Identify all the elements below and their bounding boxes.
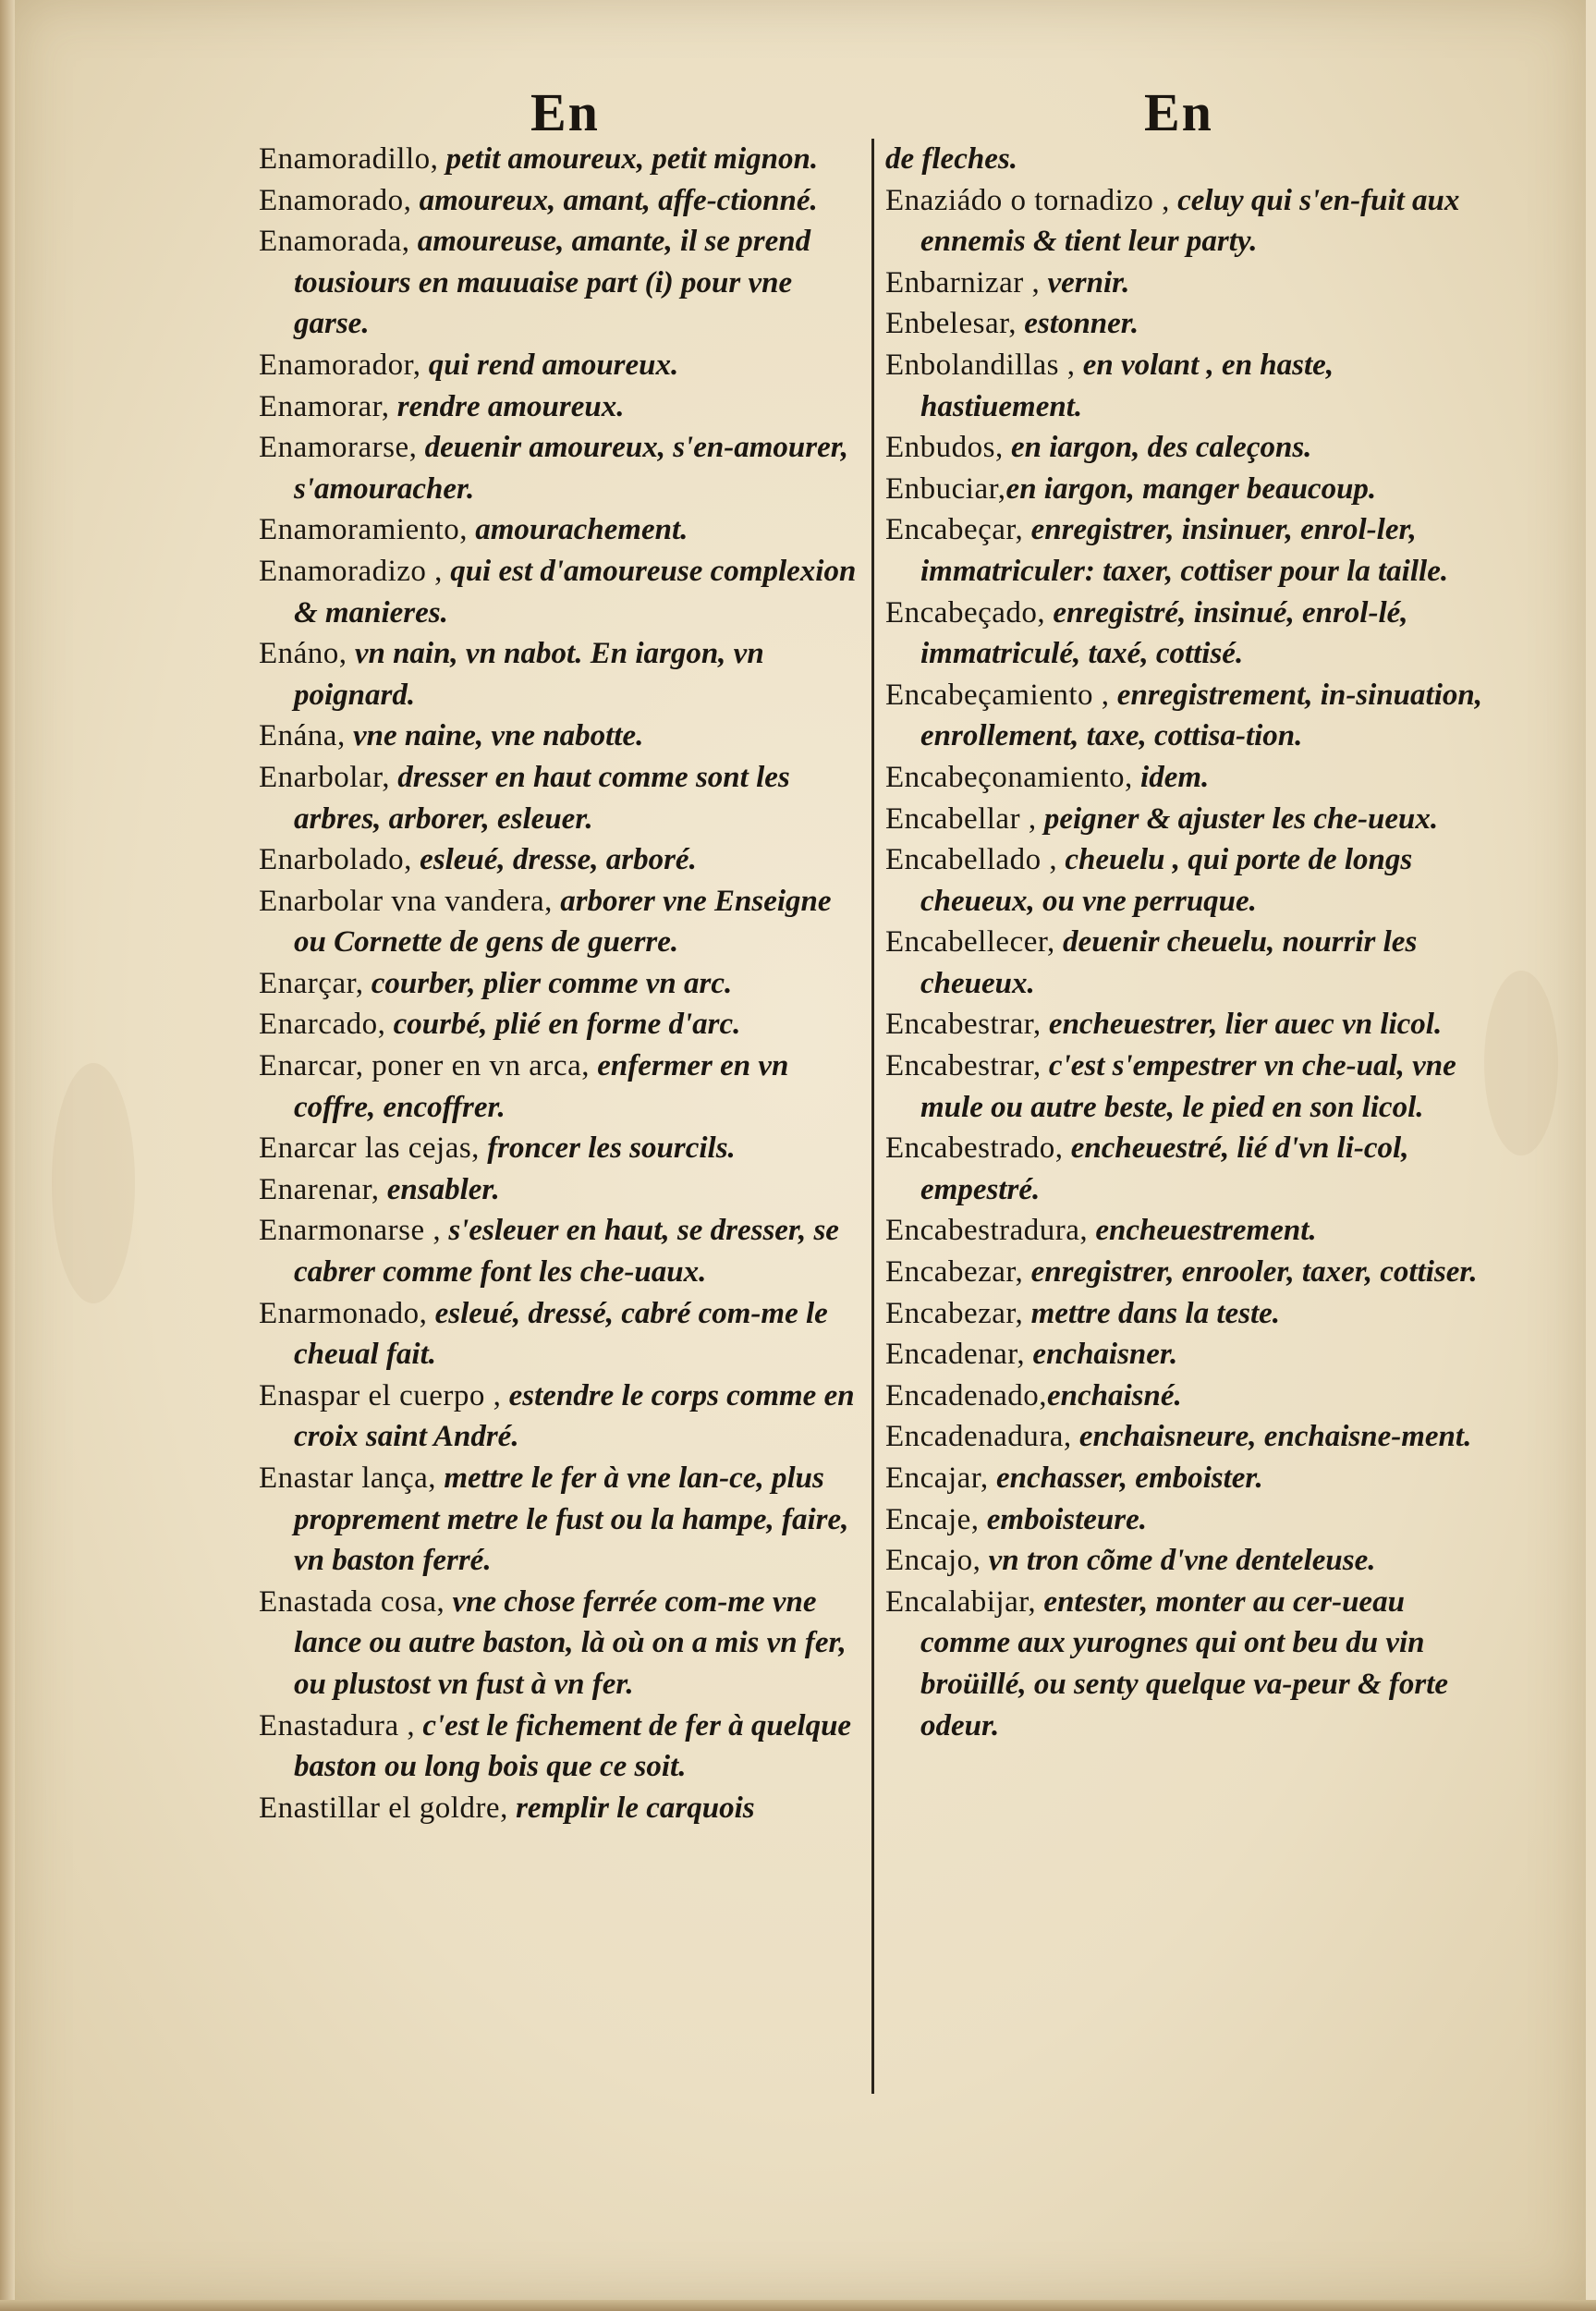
entry-headword: Encabellado , bbox=[885, 843, 1058, 877]
entry-headword: Enarcar, poner en vn arca, bbox=[259, 1049, 590, 1083]
entry-definition: peigner & ajuster les che-ueux. bbox=[1036, 801, 1439, 836]
entry-definition: enchaisneure, enchaisne-ment. bbox=[1071, 1420, 1472, 1454]
entry-headword: Enamorador, bbox=[259, 348, 421, 382]
dictionary-entry bbox=[259, 1128, 859, 1169]
dictionary-entry bbox=[259, 757, 859, 839]
entry-headword: Enarmonado, bbox=[259, 1296, 428, 1330]
entry-headword: Enaspar el cuerpo , bbox=[259, 1378, 502, 1412]
running-head-right: En bbox=[1144, 82, 1213, 142]
dictionary-entry bbox=[885, 1004, 1488, 1045]
entry-headword: Enarbolar, bbox=[259, 760, 391, 794]
entry-definition: encheuestré, lié d'vn li-col, empestré. bbox=[920, 1131, 1409, 1206]
dictionary-entry bbox=[885, 799, 1488, 840]
dictionary-entry bbox=[885, 757, 1488, 799]
entry-definition: en volant , en haste, hastiuement. bbox=[920, 348, 1334, 423]
dictionary-entry bbox=[259, 1169, 859, 1211]
entry-headword: Enbuciar, bbox=[885, 471, 1006, 506]
dictionary-entry bbox=[259, 963, 859, 1005]
entry-definition: estendre le corps comme en croix saint André. bbox=[294, 1378, 855, 1454]
entry-headword: Encabellecer, bbox=[885, 925, 1055, 960]
entry-definition: esleué, dressé, cabré com-me le cheual fait. bbox=[294, 1296, 828, 1372]
entry-headword: Encabestrado, bbox=[885, 1131, 1064, 1166]
entry-headword: Encabezar, bbox=[885, 1296, 1024, 1330]
entry-headword: Encalabijar, bbox=[885, 1584, 1037, 1619]
dictionary-entry bbox=[885, 263, 1488, 304]
dictionary-entry bbox=[259, 1376, 859, 1458]
entry-definition: vne naine, vne nabotte. bbox=[345, 719, 644, 753]
dictionary-entry bbox=[885, 1416, 1488, 1458]
entry-headword: Enarenar, bbox=[259, 1172, 380, 1206]
entry-definition: deuenir amoureux, s'en-amourer, s'amouracher. bbox=[294, 431, 849, 506]
dictionary-entry bbox=[259, 386, 859, 428]
dictionary-entry bbox=[885, 1045, 1488, 1128]
dictionary-entry bbox=[259, 715, 859, 757]
entry-definition: enregistrer, insinuer, enrol-ler, immatriculer: taxer, cottiser pour la taille. bbox=[920, 513, 1449, 588]
left-column bbox=[259, 139, 859, 1828]
entry-definition: cheuelu , qui porte de longs cheueux, ou vne perruque. bbox=[920, 843, 1413, 918]
dictionary-entry bbox=[259, 1458, 859, 1582]
dictionary-entry bbox=[885, 509, 1488, 592]
dictionary-entry bbox=[885, 469, 1488, 510]
entry-headword: Enarcado, bbox=[259, 1008, 386, 1042]
entry-headword: Encajo, bbox=[885, 1544, 981, 1578]
entry-definition: celuy qui s'en-fuit aux ennemis & tient leur party. bbox=[920, 183, 1460, 259]
entry-definition: enchaisné. bbox=[1047, 1378, 1182, 1412]
dictionary-entry bbox=[259, 345, 859, 386]
entry-headword: Enamoradillo, bbox=[259, 142, 439, 176]
entry-headword: Enastar lança, bbox=[259, 1461, 437, 1495]
dictionary-entry bbox=[259, 839, 859, 881]
paper-stain bbox=[1484, 971, 1558, 1156]
dictionary-entry bbox=[885, 675, 1488, 757]
dictionary-entry bbox=[259, 1788, 859, 1829]
entry-definition: mettre dans la teste. bbox=[1023, 1296, 1281, 1330]
dictionary-entry bbox=[885, 1582, 1488, 1746]
entry-definition: enregistrer, enrooler, taxer, cottiser. bbox=[1023, 1255, 1478, 1290]
entry-definition: froncer les sourcils. bbox=[479, 1131, 736, 1166]
entry-definition: emboisteure. bbox=[979, 1502, 1148, 1536]
entry-headword: Encadenado, bbox=[885, 1378, 1047, 1412]
entry-headword: Enáno, bbox=[259, 637, 347, 671]
page-edge-left bbox=[0, 0, 15, 2311]
dictionary-entry bbox=[885, 839, 1488, 922]
dictionary-entry bbox=[885, 1293, 1488, 1335]
entry-headword: Encabellar , bbox=[885, 801, 1037, 836]
entry-definition: c'est le fichement de fer à quelque baston ou long bois que ce soit. bbox=[294, 1708, 852, 1784]
entry-definition: enregistrement, in-sinuation, enrollement, taxe, cottisa-tion. bbox=[920, 678, 1482, 753]
dictionary-entry bbox=[259, 1210, 859, 1292]
entry-headword: Enamorado, bbox=[259, 183, 412, 217]
dictionary-entry bbox=[885, 593, 1488, 675]
entry-headword: Encabestrar, bbox=[885, 1008, 1042, 1042]
entry-definition: qui rend amoureux. bbox=[420, 348, 679, 382]
entry-headword: Enána, bbox=[259, 719, 346, 753]
entry-definition: vn tron cõme d'vne denteleuse. bbox=[981, 1544, 1376, 1578]
dictionary-entry bbox=[259, 427, 859, 509]
dictionary-entry bbox=[259, 1293, 859, 1376]
entry-definition: dresser en haut comme sont les arbres, arborer, esleuer. bbox=[294, 760, 790, 836]
entry-headword: Enarçar, bbox=[259, 966, 364, 1000]
entry-headword: Enamoradizo , bbox=[259, 554, 443, 588]
entry-definition: esleué, dresse, arboré. bbox=[411, 843, 697, 877]
entry-definition: petit amoureux, petit mignon. bbox=[438, 142, 819, 176]
entry-definition: deuenir cheuelu, nourrir les cheueux. bbox=[920, 925, 1418, 1000]
entry-headword: Encabeçar, bbox=[885, 513, 1024, 547]
entry-definition: courber, plier comme vn arc. bbox=[363, 966, 733, 1000]
dictionary-entry bbox=[259, 180, 859, 222]
entry-headword: Enamorar, bbox=[259, 389, 390, 423]
entry-definition: vn nain, vn nabot. En iargon, vn poignard. bbox=[294, 637, 764, 712]
entry-headword: Enastada cosa, bbox=[259, 1584, 445, 1619]
dictionary-entry bbox=[885, 1499, 1488, 1541]
dictionary-entry bbox=[259, 881, 859, 963]
entry-definition: courbé, plié en forme d'arc. bbox=[385, 1008, 741, 1042]
dictionary-entry bbox=[885, 180, 1488, 263]
entry-definition: enchaisner. bbox=[1025, 1338, 1178, 1372]
dictionary-entry bbox=[885, 1210, 1488, 1252]
dictionary-entry bbox=[885, 139, 1488, 180]
dictionary-entry bbox=[885, 303, 1488, 345]
entry-headword: Encadenar, bbox=[885, 1338, 1026, 1372]
dictionary-entry bbox=[885, 1252, 1488, 1293]
entry-headword: Encabeçamiento , bbox=[885, 678, 1110, 712]
entry-definition: c'est s'empestrer vn che-ual, vne mule ou autre beste, le pied en son licol. bbox=[920, 1049, 1456, 1124]
dictionary-entry bbox=[885, 1334, 1488, 1376]
entry-definition: qui est d'amoureuse complexion & manieres. bbox=[294, 554, 857, 630]
entry-definition: mettre le fer à vne lan-ce, plus proprement metre le fust ou la hampe, faire, vn baston ferré. bbox=[294, 1461, 849, 1578]
running-head-left: En bbox=[530, 82, 600, 142]
entry-headword: Enamorarse, bbox=[259, 431, 418, 465]
dictionary-entry bbox=[885, 1376, 1488, 1417]
entry-headword: Enamorada, bbox=[259, 225, 410, 259]
dictionary-entry bbox=[259, 139, 859, 180]
entry-headword: Enbudos, bbox=[885, 431, 1004, 465]
entry-definition: amourachement. bbox=[468, 513, 688, 547]
dictionary-entry bbox=[885, 922, 1488, 1004]
entry-headword: Encaje, bbox=[885, 1502, 980, 1536]
entry-headword: Enarcar las cejas, bbox=[259, 1131, 480, 1166]
entry-definition: amoureux, amant, affe-ctionné. bbox=[411, 183, 818, 217]
entry-definition: remplir le carquois bbox=[507, 1791, 755, 1825]
dictionary-entry bbox=[885, 1540, 1488, 1582]
paper-stain bbox=[52, 1063, 135, 1303]
dictionary-entry bbox=[259, 1004, 859, 1045]
right-column bbox=[885, 139, 1488, 1746]
entry-definition: vernir. bbox=[1040, 265, 1130, 300]
entry-headword: Enarmonarse , bbox=[259, 1214, 442, 1248]
entry-definition: en iargon, des caleçons. bbox=[1003, 431, 1312, 465]
entry-headword: Enastadura , bbox=[259, 1708, 416, 1742]
entry-definition: de fleches. bbox=[885, 142, 1017, 176]
entry-headword: Enarbolar vna vandera, bbox=[259, 884, 553, 918]
dictionary-entry bbox=[259, 221, 859, 345]
column-divider bbox=[871, 139, 874, 2094]
entry-definition: estonner. bbox=[1017, 307, 1139, 341]
dictionary-entry bbox=[885, 345, 1488, 427]
dictionary-entry bbox=[259, 1706, 859, 1788]
entry-definition: enregistré, insinué, enrol-lé, immatriculé, taxé, cottisé. bbox=[920, 595, 1408, 671]
entry-headword: Enastillar el goldre, bbox=[259, 1791, 508, 1825]
dictionary-entry bbox=[259, 551, 859, 633]
entry-definition: idem. bbox=[1132, 760, 1210, 794]
entry-headword: Encabestradura, bbox=[885, 1214, 1089, 1248]
dictionary-entry bbox=[259, 509, 859, 551]
entry-headword: Encabeçado, bbox=[885, 595, 1046, 630]
entry-headword: Enarbolado, bbox=[259, 843, 412, 877]
entry-definition: amoureuse, amante, il se prend tousiours en mauuaise part (i) pour vne garse. bbox=[294, 225, 811, 341]
entry-headword: Encabeçonamiento, bbox=[885, 760, 1133, 794]
dictionary-entry bbox=[885, 1128, 1488, 1210]
entry-headword: Encabestrar, bbox=[885, 1049, 1042, 1083]
entry-definition: enfermer en vn coffre, encoffrer. bbox=[294, 1049, 789, 1124]
entry-definition: s'esleuer en haut, se dresser, se cabrer comme font les che-uaux. bbox=[294, 1214, 839, 1290]
dictionary-entry bbox=[885, 427, 1488, 469]
entry-definition: encheuestrement. bbox=[1088, 1214, 1317, 1248]
entry-definition: enchasser, emboister. bbox=[988, 1461, 1263, 1495]
entry-definition: rendre amoureux. bbox=[389, 389, 625, 423]
entry-definition: vne chose ferrée com-me vne lance ou autre baston, là où on a mis vn fer, ou plustost vn fust à vn fer. bbox=[294, 1584, 847, 1701]
dictionary-entry bbox=[259, 1045, 859, 1128]
entry-headword: Enamoramiento, bbox=[259, 513, 469, 547]
dictionary-entry bbox=[259, 633, 859, 715]
entry-headword: Enbolandillas , bbox=[885, 348, 1076, 382]
entry-definition: arborer vne Enseigne ou Cornette de gens de guerre. bbox=[294, 884, 832, 960]
entry-definition: encheuestrer, lier auec vn licol. bbox=[1041, 1008, 1443, 1042]
entry-definition: en iargon, manger beaucoup. bbox=[1005, 471, 1377, 506]
entry-headword: Encabezar, bbox=[885, 1255, 1024, 1290]
dictionary-entry bbox=[885, 1458, 1488, 1499]
entry-headword: Enbarnizar , bbox=[885, 265, 1041, 300]
entry-headword: Enaziádo o tornadizo , bbox=[885, 183, 1170, 217]
entry-definition: ensabler. bbox=[379, 1172, 500, 1206]
dictionary-entry bbox=[259, 1582, 859, 1706]
entry-headword: Encajar, bbox=[885, 1461, 989, 1495]
page-edge-bottom bbox=[0, 2300, 1596, 2311]
entry-definition: entester, monter au cer-ueau comme aux yurognes qui ont beu du vin broüillé, ou senty quelque va-peur & forte odeur. bbox=[920, 1584, 1449, 1742]
entry-headword: Enbelesar, bbox=[885, 307, 1017, 341]
entry-headword: Encadenadura, bbox=[885, 1420, 1072, 1454]
